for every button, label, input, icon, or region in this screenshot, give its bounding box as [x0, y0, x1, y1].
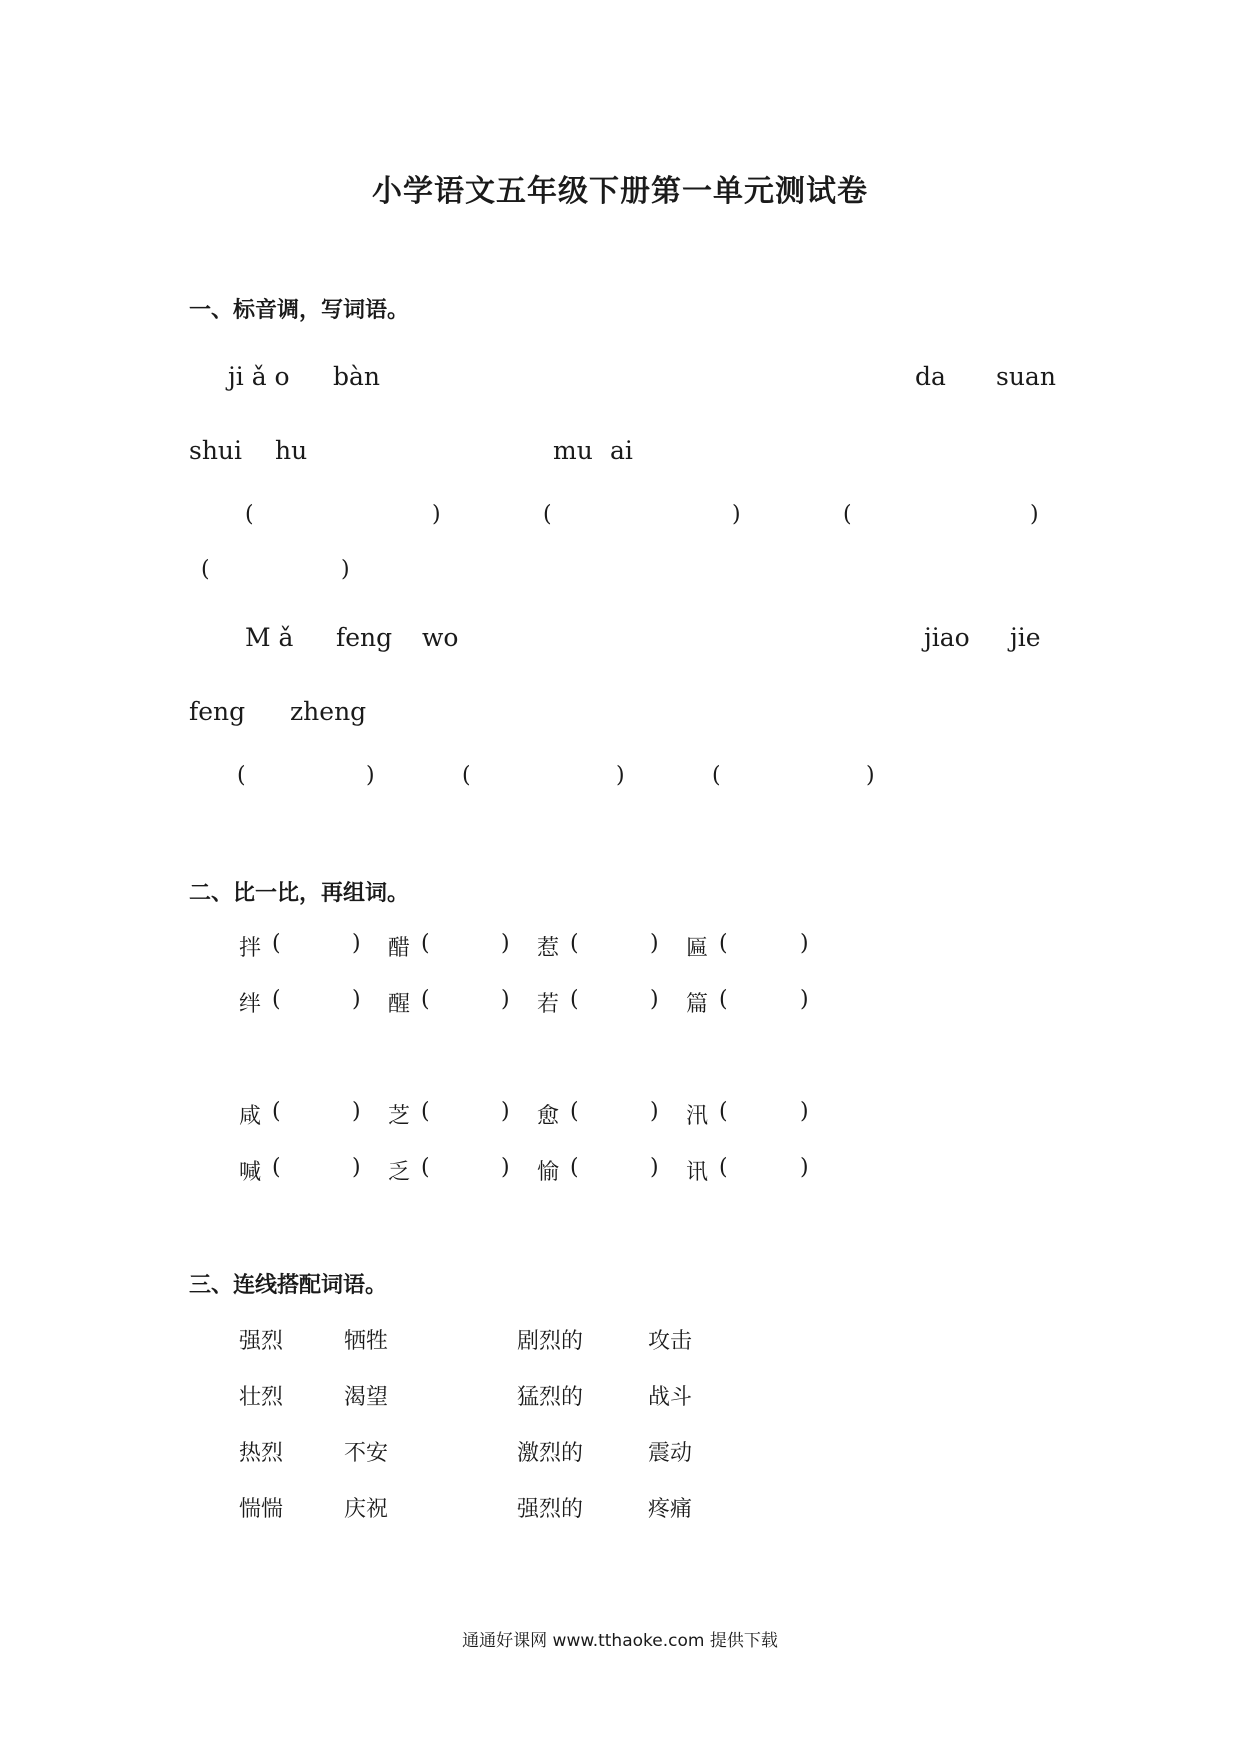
- word-blank-open: (: [421, 1099, 430, 1124]
- word-blank-close: ): [352, 1155, 361, 1180]
- word-blank-open: (: [719, 1155, 728, 1180]
- word-blank-open: (: [421, 1155, 430, 1180]
- compare-char: 汛: [686, 1104, 709, 1129]
- compare-char: 喊: [239, 1160, 262, 1185]
- match-word: 惴惴: [239, 1497, 284, 1522]
- word-blank-open: (: [272, 1099, 281, 1124]
- pinyin-jiaoban-2: bàn: [333, 362, 381, 391]
- word-blank-close: ): [352, 931, 361, 956]
- match-word: 战斗: [648, 1385, 693, 1410]
- match-word: 攻击: [648, 1329, 693, 1354]
- pinyin-dasuan-1: da: [915, 362, 946, 391]
- compare-char: 愉: [537, 1160, 560, 1185]
- answer-blank-open: (: [712, 763, 721, 788]
- match-word: 强烈: [239, 1329, 284, 1354]
- compare-char: 芝: [388, 1104, 411, 1129]
- word-blank-open: (: [570, 1155, 579, 1180]
- answer-blank-open: (: [237, 763, 246, 788]
- answer-blank-close: ): [732, 502, 741, 527]
- word-blank-open: (: [719, 931, 728, 956]
- compare-char: 绊: [239, 992, 262, 1017]
- match-word: 壮烈: [239, 1385, 284, 1410]
- answer-blank-open: (: [462, 763, 471, 788]
- match-word: 震动: [648, 1441, 693, 1466]
- match-word: 激烈的: [517, 1441, 584, 1466]
- match-word: 不安: [344, 1441, 389, 1466]
- pinyin-jiaojie-2: jie: [1010, 623, 1041, 652]
- compare-char: 若: [537, 992, 560, 1017]
- match-word: 牺牲: [344, 1329, 389, 1354]
- word-blank-close: ): [352, 987, 361, 1012]
- pinyin-mafengwo-1: M ǎ: [245, 623, 294, 652]
- word-blank-close: ): [501, 1099, 510, 1124]
- pinyin-shuihu-2: hu: [275, 436, 308, 465]
- word-blank-close: ): [650, 987, 659, 1012]
- answer-blank-open: (: [245, 502, 254, 527]
- pinyin-shuihu-1: shui: [189, 436, 243, 465]
- match-word: 猛烈的: [517, 1385, 584, 1410]
- pinyin-jiaojie-1: jiao: [924, 623, 970, 652]
- word-blank-open: (: [272, 987, 281, 1012]
- word-blank-open: (: [421, 931, 430, 956]
- word-blank-close: ): [501, 987, 510, 1012]
- word-blank-close: ): [800, 1099, 809, 1124]
- compare-char: 篇: [686, 992, 709, 1017]
- section-1-heading: 一、标音调，写词语。: [189, 297, 410, 323]
- pinyin-muai-1: mu: [553, 436, 593, 465]
- word-blank-close: ): [501, 931, 510, 956]
- footer-credit: 通通好课网 www.tthaoke.com 提供下载: [462, 1631, 778, 1651]
- pinyin-muai-2: ai: [610, 436, 633, 465]
- pinyin-mafengwo-2: feng: [336, 623, 393, 652]
- answer-blank-close: ): [432, 502, 441, 527]
- word-blank-open: (: [272, 931, 281, 956]
- word-blank-close: ): [352, 1099, 361, 1124]
- answer-blank-close: ): [866, 763, 875, 788]
- answer-blank-close: ): [341, 557, 350, 582]
- match-word: 剧烈的: [517, 1329, 584, 1354]
- word-blank-close: ): [650, 1099, 659, 1124]
- word-blank-open: (: [570, 987, 579, 1012]
- answer-blank-close: ): [616, 763, 625, 788]
- compare-char: 咸: [239, 1104, 262, 1129]
- word-blank-open: (: [719, 987, 728, 1012]
- answer-blank-open: (: [201, 557, 210, 582]
- match-word: 庆祝: [344, 1497, 389, 1522]
- compare-char: 惹: [537, 936, 560, 961]
- word-blank-close: ): [650, 931, 659, 956]
- pinyin-dasuan-2: suan: [996, 362, 1056, 391]
- pinyin-fengzheng-1: feng: [189, 697, 246, 726]
- word-blank-close: ): [650, 1155, 659, 1180]
- match-word: 渴望: [344, 1385, 389, 1410]
- answer-blank-close: ): [1030, 502, 1039, 527]
- word-blank-open: (: [719, 1099, 728, 1124]
- answer-blank-open: (: [543, 502, 552, 527]
- word-blank-open: (: [570, 931, 579, 956]
- answer-blank-open: (: [843, 502, 852, 527]
- page-title: 小学语文五年级下册第一单元测试卷: [372, 174, 868, 209]
- pinyin-jiaoban-1: ji ǎ o: [228, 362, 290, 391]
- section-3-heading: 三、连线搭配词语。: [189, 1272, 388, 1298]
- word-blank-close: ): [800, 931, 809, 956]
- word-blank-open: (: [272, 1155, 281, 1180]
- word-blank-close: ): [800, 987, 809, 1012]
- compare-char: 愈: [537, 1104, 560, 1129]
- section-2-heading: 二、比一比，再组词。: [189, 880, 410, 906]
- compare-char: 讯: [686, 1160, 709, 1185]
- compare-char: 乏: [388, 1160, 411, 1185]
- word-blank-open: (: [570, 1099, 579, 1124]
- word-blank-open: (: [421, 987, 430, 1012]
- compare-char: 醋: [388, 936, 411, 961]
- match-word: 热烈: [239, 1441, 284, 1466]
- match-word: 强烈的: [517, 1497, 584, 1522]
- compare-char: 拌: [239, 936, 262, 961]
- compare-char: 醒: [388, 992, 411, 1017]
- pinyin-fengzheng-2: zheng: [290, 697, 367, 726]
- pinyin-mafengwo-3: wo: [422, 623, 459, 652]
- word-blank-close: ): [800, 1155, 809, 1180]
- compare-char: 匾: [686, 936, 709, 961]
- match-word: 疼痛: [648, 1497, 693, 1522]
- answer-blank-close: ): [366, 763, 375, 788]
- word-blank-close: ): [501, 1155, 510, 1180]
